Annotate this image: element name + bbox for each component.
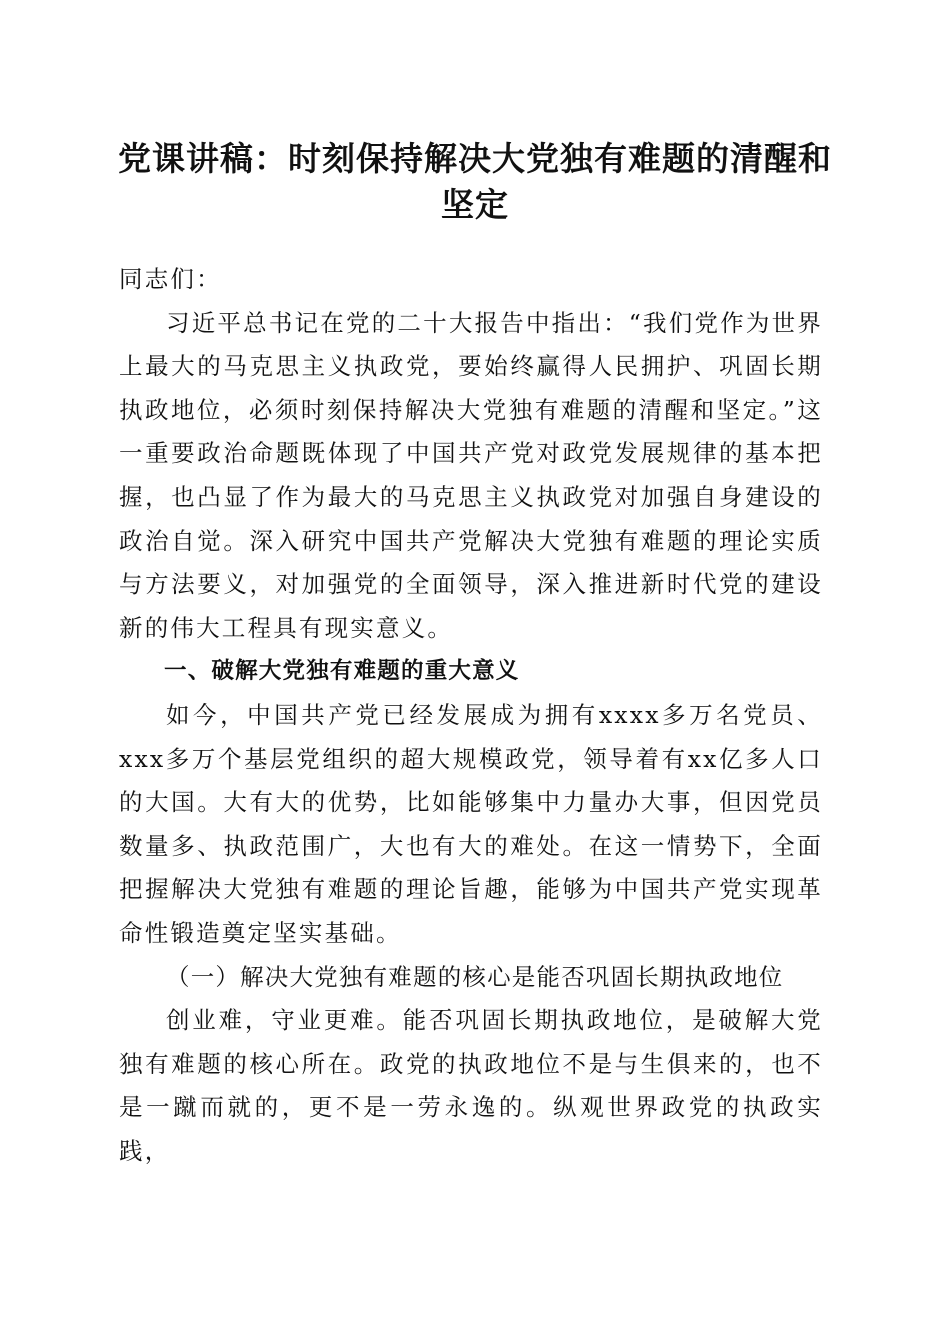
section-heading-1: 一、破解大党独有难题的重大意义	[164, 658, 520, 685]
subsection1-paragraph: 创业难，守业更难。能否巩固长期执政地位，是破解大党独有难题的核心所在。政党的执政地位不是与生俱来的，也不是一蹴而就的，更不是一劳永逸的。纵观世界政党的执政实践，	[119, 1006, 823, 1165]
salutation: 同志们：	[119, 265, 222, 293]
document-body	[119, 258, 823, 1173]
subsection-heading-1: （一）解决大党独有难题的核心是能否巩固长期执政地位	[166, 962, 784, 991]
intro-paragraph: 习近平总书记在党的二十大报告中指出：“我们党作为世界上最大的马克思主义执政党，要始终赢得人民拥护、巩固长期执政地位，必须时刻保持解决大党独有难题的清醒和坚定。”这一重要政治命题既体现了中国共产党对政党发展规律的基本把握，也凸显了作为最大的马克思主义执政党对加强自身建设的政治自觉。深入研究中国共产党解决大党独有难题的理论实质与方法要义，对加强党的全面领导，深入推进新时代党的建设新的伟大工程具有现实意义。	[119, 308, 823, 642]
section1-paragraph: 如今，中国共产党已经发展成为拥有xxxx多万名党员、xxx多万个基层党组织的超大规模政党，领导着有xx亿多人口的大国。大有大的优势，比如能够集中力量办大事，但因党员数量多、执政范围广，大也有大的难处。在这一情势下，全面把握解决大党独有难题的理论旨趣，能够为中国共产党实现革命性锻造奠定坚实基础。	[119, 700, 823, 947]
document-title: 党课讲稿：时刻保持解决大党独有难题的清醒和坚定	[118, 139, 832, 224]
